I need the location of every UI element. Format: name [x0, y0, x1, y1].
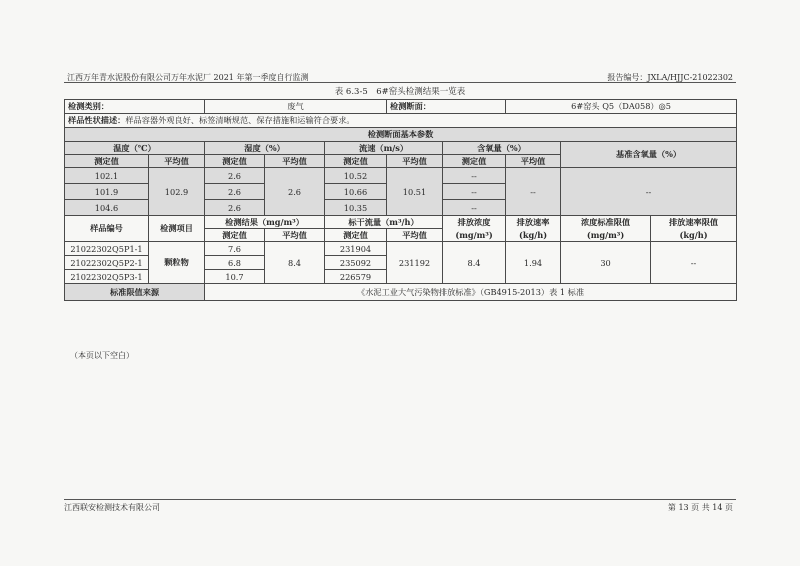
sample-id-header: 样品编号 [65, 216, 149, 242]
hum-average: 2.6 [265, 168, 325, 216]
item-value: 颗粒物 [149, 242, 205, 284]
table-caption: 表 6.3-5 6#窑头检测结果一览表 [334, 87, 466, 97]
temp-measured-header: 测定值 [65, 155, 149, 168]
emission-rate-unit: (kg/h) [506, 229, 561, 242]
ref-oxygen-header: 基准含氧量（%） [561, 142, 737, 168]
conc-limit: 30 [561, 242, 651, 284]
hum-value: 2.6 [205, 200, 265, 216]
oxy-value: -- [443, 200, 506, 216]
temp-value: 104.6 [65, 200, 149, 216]
result-average-header: 平均值 [265, 229, 325, 242]
header-rule [64, 82, 736, 83]
flow-header: 标干流量（m³/h） [325, 216, 443, 229]
hum-value: 2.6 [205, 184, 265, 200]
result-header: 检测结果（mg/m³） [205, 216, 325, 229]
rate-limit-unit: (kg/h) [651, 229, 737, 242]
emission-conc-unit: (mg/m³) [443, 229, 506, 242]
flow-average: 231192 [387, 242, 443, 284]
vel-value: 10.35 [325, 200, 387, 216]
humidity-header: 湿度（%） [205, 142, 325, 155]
result-table [64, 99, 737, 301]
emission-conc: 8.4 [443, 242, 506, 284]
sample-description [65, 114, 737, 128]
sample-id: 21022302Q5P2-1 [65, 256, 149, 270]
oxy-value: -- [443, 184, 506, 200]
result-average: 8.4 [265, 242, 325, 284]
category-label: 检测类别： [65, 100, 205, 114]
hum-measured-header: 测定值 [205, 155, 265, 168]
footer-company: 江西联安检测技术有限公司 [64, 503, 160, 512]
emission-rate-header: 排放速率 [506, 216, 561, 229]
category-value: 废气 [205, 100, 387, 114]
params-title: 检测断面基本参数 [65, 128, 737, 142]
oxy-average: -- [506, 168, 561, 216]
flow-value: 226579 [325, 270, 387, 284]
vel-measured-header: 测定值 [325, 155, 387, 168]
conc-limit-unit: (mg/m³) [561, 229, 651, 242]
footer-rule [64, 499, 736, 500]
hum-value: 2.6 [205, 168, 265, 184]
flow-average-header: 平均值 [387, 229, 443, 242]
standard-label: 标准限值来源 [65, 284, 205, 301]
flow-value: 235092 [325, 256, 387, 270]
oxy-measured-header: 测定值 [443, 155, 506, 168]
flow-value: 231904 [325, 242, 387, 256]
hum-average-header: 平均值 [265, 155, 325, 168]
result-measured-header: 测定值 [205, 229, 265, 242]
vel-value: 10.66 [325, 184, 387, 200]
section-label: 检测断面： [387, 100, 506, 114]
sample-label: 样品性状描述： [68, 115, 126, 125]
sample-id: 21022302Q5P3-1 [65, 270, 149, 284]
conc-limit-header: 浓度标准限值 [561, 216, 651, 229]
sample-value: 样品容器外观良好、标签清晰规范、保存措施和运输符合要求。 [125, 115, 355, 125]
oxygen-header: 含氧量（%） [443, 142, 561, 155]
result-value: 7.6 [205, 242, 265, 256]
velocity-header: 流速（m/s） [325, 142, 443, 155]
rate-limit-header: 排放速率限值 [651, 216, 737, 229]
sample-id: 21022302Q5P1-1 [65, 242, 149, 256]
flow-measured-header: 测定值 [325, 229, 387, 242]
emission-rate: 1.94 [506, 242, 561, 284]
blank-note: （本页以下空白） [70, 351, 134, 360]
rate-limit: -- [651, 242, 737, 284]
temp-value: 101.9 [65, 184, 149, 200]
temp-value: 102.1 [65, 168, 149, 184]
standard-value: 《水泥工业大气污染物排放标准》（GB4915-2013）表 1 标准 [205, 284, 737, 301]
emission-conc-header: 排放浓度 [443, 216, 506, 229]
result-value: 6.8 [205, 256, 265, 270]
temperature-header: 温度（℃） [65, 142, 205, 155]
temp-average-header: 平均值 [149, 155, 205, 168]
result-value: 10.7 [205, 270, 265, 284]
header-company: 江西万年青水泥股份有限公司万年水泥厂 2021 年第一季度自行监测 [67, 73, 309, 82]
vel-average: 10.51 [387, 168, 443, 216]
oxy-value: -- [443, 168, 506, 184]
footer-page-number: 第 13 页 共 14 页 [667, 503, 733, 512]
header-report-number: 报告编号：JXLA/HJJC-21022302 [607, 73, 733, 82]
item-header: 检测项目 [149, 216, 205, 242]
oxy-average-header: 平均值 [506, 155, 561, 168]
temp-average: 102.9 [149, 168, 205, 216]
section-value: 6#窑头 Q5（DA058）◎5 [506, 100, 737, 114]
ref-oxy-value: -- [561, 168, 737, 216]
vel-value: 10.52 [325, 168, 387, 184]
vel-average-header: 平均值 [387, 155, 443, 168]
